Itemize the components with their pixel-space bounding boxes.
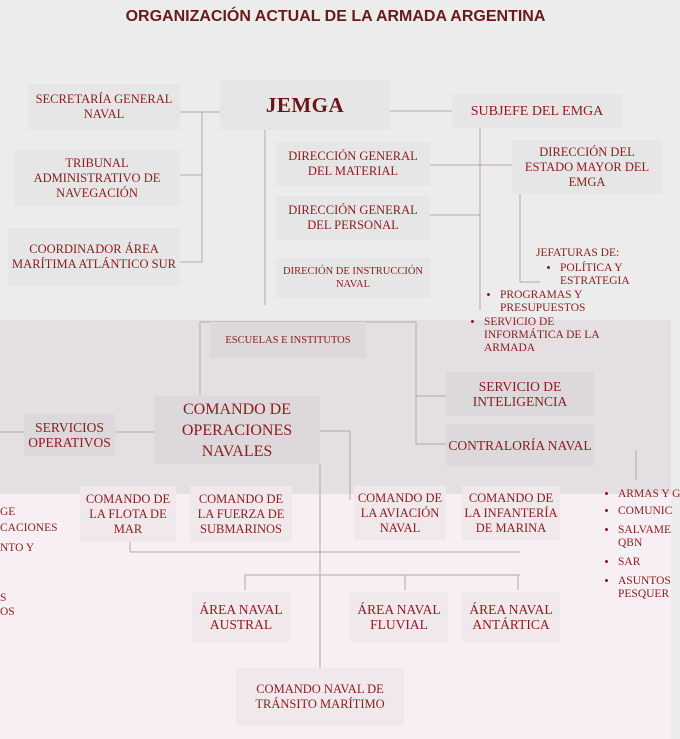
node-aviacion: COMANDO DE LA AVIACIÓN NAVAL	[354, 486, 446, 540]
node-jemga: JEMGA	[220, 80, 390, 130]
node-dir-personal: DIRECCIÓN GENERAL DEL PERSONAL	[276, 196, 430, 240]
node-submarinos: COMANDO DE LA FUERZA DE SUBMARINOS	[190, 486, 292, 542]
node-contraloria: CONTRALORÍA NAVAL	[446, 424, 594, 466]
jefatura-item: • SERVICIO DE INFORMÁTICA DE LA ARMADA	[484, 316, 620, 355]
node-inteligencia: SERVICIO DE INTELIGENCIA	[446, 372, 594, 416]
right-list-item: • SAR	[618, 556, 671, 569]
right-cut-list	[604, 488, 680, 602]
node-secretaria: SECRETARÍA GENERAL NAVAL	[28, 84, 180, 130]
node-transito: COMANDO NAVAL DE TRÁNSITO MARÍTIMO	[236, 668, 404, 726]
left-cut-text: CACIONES	[0, 522, 58, 534]
jefaturas-header: JEFATURAS DE:	[536, 247, 620, 259]
left-cut-text: OS	[0, 606, 15, 618]
node-area-austral: ÁREA NAVAL AUSTRAL	[192, 592, 290, 642]
node-escuelas: ESCUELAS E INSTITUTOS	[210, 322, 366, 358]
jefaturas-list-lower	[486, 289, 620, 356]
right-list-item: • COMUNIC	[618, 505, 671, 518]
node-dir-instruccion: DIRECIÓN DE INSTRUCCIÓN NAVAL	[276, 258, 430, 298]
node-coordinador: COORDINADOR ÁREA MARÍTIMA ATLÁNTICO SUR	[8, 228, 180, 286]
jefatura-item: • PROGRAMAS Y PRESUPUESTOS	[500, 289, 620, 315]
right-list-item: • SALVAME QBN	[618, 524, 678, 550]
node-infanteria: COMANDO DE LA INFANTERÍA DE MARINA	[462, 486, 560, 540]
jefaturas-list	[536, 247, 666, 289]
node-dir-estado-mayor: DIRECCIÓN DEL ESTADO MAYOR DEL EMGA	[512, 140, 662, 194]
node-dir-material: DIRECCIÓN GENERAL DEL MATERIAL	[276, 142, 430, 186]
node-flota: COMANDO DE LA FLOTA DE MAR	[80, 486, 176, 542]
chart-title: ORGANIZACIÓN ACTUAL DE LA ARMADA ARGENTINA	[125, 8, 546, 25]
jefatura-item: • POLÍTICA Y ESTRATEGIA	[560, 262, 666, 288]
left-cut-text: S	[0, 592, 7, 604]
right-list-item: • ARMAS Y G	[618, 488, 671, 501]
right-list-item: • ASUNTOS PESQUER	[618, 575, 678, 601]
node-area-fluvial: ÁREA NAVAL FLUVIAL	[350, 592, 448, 642]
node-area-antartica: ÁREA NAVAL ANTÁRTICA	[462, 592, 560, 642]
node-comando-operaciones: COMANDO DE OPERACIONES NAVALES	[154, 396, 320, 464]
node-subjefe: SUBJEFE DEL EMGA	[452, 94, 622, 128]
left-cut-text: NTO Y	[0, 542, 35, 554]
node-tribunal: TRIBUNAL ADMINISTRATIVO DE NAVEGACIÓN	[14, 150, 180, 206]
left-cut-text: GE	[0, 506, 16, 518]
node-servicios-operativos: SERVICIOS OPERATIVOS	[24, 414, 115, 456]
